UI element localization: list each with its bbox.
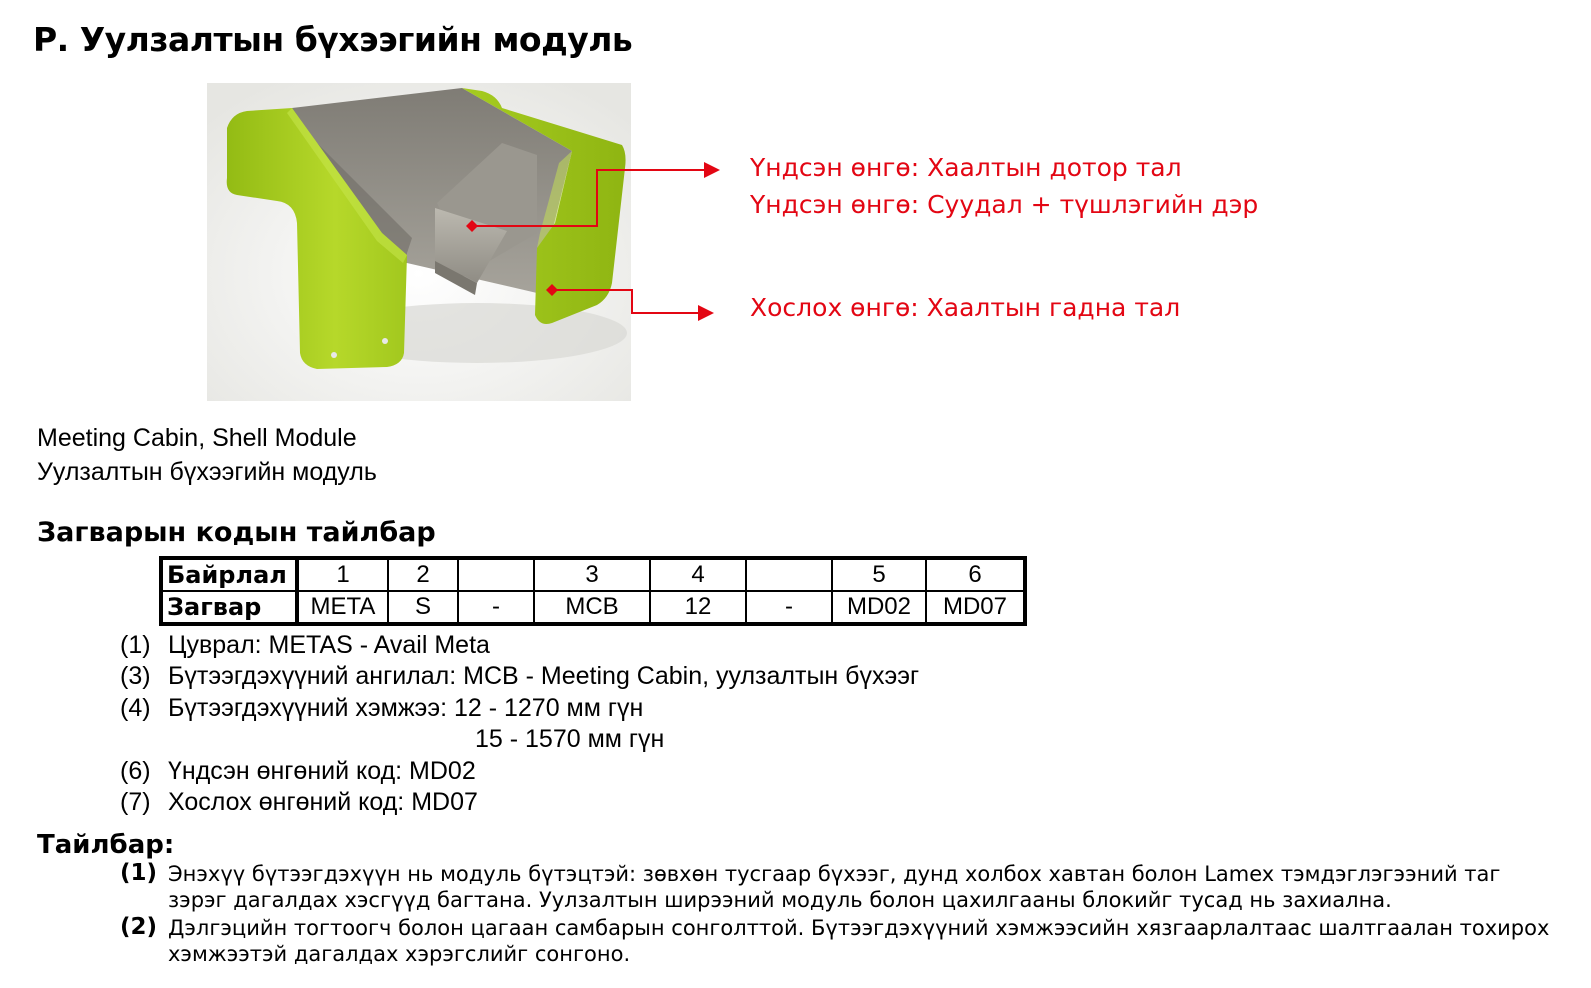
legend-item	[120, 694, 643, 723]
table-cell: -	[746, 591, 832, 624]
annotation-accent-color-outer: Хослох өнгө: Хаалтын гадна тал	[750, 293, 1181, 322]
table-cell: MD07	[926, 591, 1025, 624]
table-cell: 6	[926, 558, 1025, 591]
legend-item	[120, 662, 919, 691]
code-section-heading: Загварын кодын тайлбар	[37, 517, 436, 548]
row-label-position: Байрлал	[161, 558, 297, 591]
legend-text: 15 - 1570 мм гүн	[475, 725, 665, 753]
legend-number: (4)	[120, 694, 151, 722]
table-cell: MCB	[534, 591, 650, 624]
legend-item-continuation	[475, 725, 664, 754]
table-cell	[458, 558, 534, 591]
note-number: (2)	[120, 914, 158, 940]
notes-heading: Тайлбар:	[37, 830, 175, 860]
product-name-mongolian: Уулзалтын бүхээгийн модуль	[37, 458, 377, 486]
table-cell: 12	[650, 591, 746, 624]
legend-number: (7)	[120, 788, 151, 816]
legend-item	[120, 757, 476, 786]
table-cell	[746, 558, 832, 591]
legend-item	[120, 788, 478, 817]
page-title: Р. Уулзалтын бүхээгийн модуль	[33, 20, 633, 59]
annotation-main-color-inner: Үндсэн өнгө: Хаалтын дотор тал	[750, 153, 1182, 182]
table-row-values	[161, 591, 1025, 624]
table-cell: S	[388, 591, 458, 624]
product-name-english: Meeting Cabin, Shell Module	[37, 424, 357, 452]
table-cell: 2	[388, 558, 458, 591]
table-cell: META	[297, 591, 388, 624]
table-cell: 4	[650, 558, 746, 591]
table-cell: MD02	[832, 591, 926, 624]
table-cell: 3	[534, 558, 650, 591]
legend-number: (6)	[120, 757, 151, 785]
legend-text: Үндсэн өнгөний код: MD02	[168, 757, 476, 785]
table-row-positions	[161, 558, 1025, 591]
row-label-model: Загвар	[161, 591, 297, 624]
annotation-main-color-seat: Үндсэн өнгө: Суудал + түшлэгийн дэр	[750, 190, 1259, 219]
legend-text: Бүтээгдэхүүний хэмжээ: 12 - 1270 мм гүн	[168, 694, 644, 722]
meeting-cabin-image	[207, 83, 631, 401]
legend-item	[120, 631, 490, 660]
legend-number: (1)	[120, 631, 151, 659]
model-code-table	[159, 556, 1027, 626]
table-cell: -	[458, 591, 534, 624]
note-number: (1)	[120, 860, 158, 886]
legend-text: Хослох өнгөний код: MD07	[168, 788, 478, 816]
legend-number: (3)	[120, 662, 151, 690]
legend-text: Цуврал: METAS - Avail Meta	[168, 631, 490, 659]
table-cell: 5	[832, 558, 926, 591]
table-cell: 1	[297, 558, 388, 591]
note-text: Энэхүү бүтээгдэхүүн нь модуль бүтэцтэй: зөвхөн тусгаар бүхээг, дунд холбох хавтан болон Lamex тэмдэглэгээний таг зэрэг дагалдах хэсгүүд багтана. Уулзалтын ширээний модуль болон цахилгааны блокийг тусад нь захиална.	[168, 862, 1501, 912]
note-text: Дэлгэцийн тогтоогч болон цагаан самбарын сонголттой. Бүтээгдэхүүний хэмжээсийн хязгаарлалтаас шалтгаалан тохирох хэмжээтэй дагалдах хэрэгслийг сонгоно.	[168, 916, 1550, 966]
legend-text: Бүтээгдэхүүний ангилал: MCB - Meeting Cabin, уулзалтын бүхээг	[168, 662, 920, 690]
